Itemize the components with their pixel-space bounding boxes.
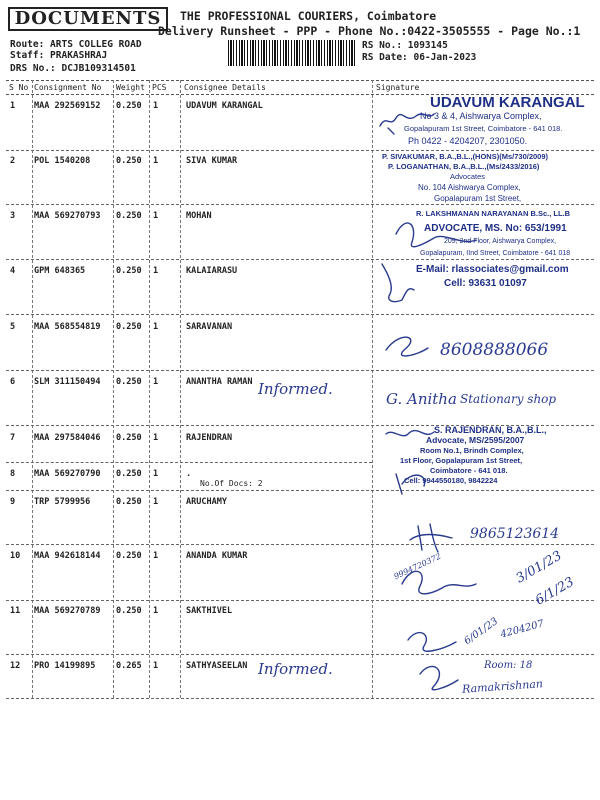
- handwritten-informed: Informed.: [258, 660, 333, 678]
- signature-mark: [382, 264, 414, 302]
- handwritten-room: Room: 18: [484, 660, 533, 671]
- row-sno: 11: [10, 606, 21, 616]
- row-weight: 0.250: [116, 433, 142, 443]
- rs-date: RS Date: 06-Jan-2023: [362, 52, 477, 63]
- no-of-docs: No.Of Docs: 2: [200, 479, 263, 488]
- stamp-rajendran-line: Advocate, MS/2595/2007: [426, 435, 525, 445]
- row-consignment: POL 1540208: [34, 156, 91, 166]
- column-divider: [113, 80, 114, 698]
- signature-mark: [396, 474, 425, 494]
- stamp-mohan-line: R. LAKSHMANAN NARAYANAN B.Sc., LL.B: [416, 209, 571, 218]
- row-sno: 6: [10, 377, 16, 387]
- row-weight: 0.265: [116, 661, 142, 671]
- row-sno: 7: [10, 433, 16, 443]
- row-consignment: MAA 292569152: [34, 101, 101, 111]
- row-consignee: .: [186, 469, 192, 479]
- stamp-kalai-cell: Cell: 93631 01097: [444, 278, 527, 289]
- col-consignee: Consignee Details: [184, 83, 266, 92]
- row-pcs: 1: [153, 661, 159, 671]
- handwritten-date: 6/01/23: [462, 615, 501, 648]
- runsheet-title: Delivery Runsheet - PPP - Phone No.:0422-3505555 - Page No.:1: [158, 24, 581, 38]
- handwritten-note: 4204207: [499, 618, 546, 641]
- rs-number: RS No.: 1093145: [362, 40, 448, 51]
- stamp-siva-line: No. 104 Aishwarya Complex,: [418, 183, 521, 192]
- staff-label: Staff: PRAKASHRAJ: [10, 50, 108, 61]
- row-pcs: 1: [153, 322, 159, 332]
- documents-logo: DOCUMENTS: [8, 7, 168, 31]
- row-sno: 10: [10, 551, 21, 561]
- row-weight: 0.250: [116, 322, 142, 332]
- handwritten-date: 3/01/23: [513, 548, 565, 587]
- stamp-rajendran-line: Cell: 9944550180, 9842224: [404, 476, 498, 485]
- company-name: THE PROFESSIONAL COURIERS, Coimbatore: [180, 9, 437, 23]
- drs-number: DRS No.: DCJB109314501: [10, 63, 136, 74]
- stamp-rajendran-line: 1st Floor, Gopalapuram 1st Street,: [400, 456, 523, 465]
- row-consignee: SIVA KUMAR: [186, 156, 238, 166]
- row-consignee: SAKTHIVEL: [186, 606, 233, 616]
- row-weight: 0.250: [116, 606, 142, 616]
- row-pcs: 1: [153, 469, 159, 479]
- row-consignment: MAA 569270790: [34, 469, 101, 479]
- row-sno: 9: [10, 497, 16, 507]
- row-weight: 0.250: [116, 551, 142, 561]
- route-label: Route: ARTS COLLEG ROAD: [10, 39, 142, 50]
- row-pcs: 1: [153, 156, 159, 166]
- header-divider-top: [6, 80, 594, 81]
- row-weight: 0.250: [116, 497, 142, 507]
- row-weight: 0.250: [116, 266, 142, 276]
- row-consignment: MAA 569270793: [34, 211, 101, 221]
- stamp-udavum-line: Ph 0422 - 4204207, 2301050.: [408, 136, 528, 146]
- signature-mark: [380, 114, 434, 126]
- row-sno: 1: [10, 101, 16, 111]
- stamp-siva-line: Gopalapuram 1st Street,: [434, 194, 522, 203]
- row-consignment: MAA 569270789: [34, 606, 101, 616]
- handwritten-date: 6/1/23: [533, 574, 577, 609]
- row-consignment: PRO 14199895: [34, 661, 96, 671]
- row-consignee: MOHAN: [186, 211, 212, 221]
- signature-mark: [402, 571, 476, 593]
- row-sno: 5: [10, 322, 16, 332]
- handwritten-informed: Informed.: [258, 380, 333, 398]
- stamp-kalai-email: E-Mail: rlassociates@gmail.com: [416, 264, 569, 275]
- row-pcs: 1: [153, 377, 159, 387]
- row-weight: 0.250: [116, 211, 142, 221]
- row-sno: 12: [10, 661, 21, 671]
- signature-mark: [386, 337, 428, 356]
- barcode: [228, 40, 356, 66]
- handwritten-name: Ramakrishnan: [461, 677, 544, 696]
- row-pcs: 1: [153, 266, 159, 276]
- stamp-mohan-line: ADVOCATE, MS. No: 653/1991: [424, 223, 567, 234]
- row-sno: 4: [10, 266, 16, 276]
- row-consignment: SLM 311150494: [34, 377, 101, 387]
- row-pcs: 1: [153, 433, 159, 443]
- stamp-udavum-line: Gopalapuram 1st Street, Coimbatore - 641 018.: [404, 124, 563, 133]
- signature-mark: [386, 431, 434, 436]
- row-consignee: UDAVUM KARANGAL: [186, 101, 263, 111]
- row-consignee: RAJENDRAN: [186, 433, 233, 443]
- stamp-mohan-line: 209, 2nd Floor, Aishwarya Complex,: [444, 238, 557, 245]
- col-pcs: PCS: [152, 83, 167, 92]
- signature-scribbles: [372, 94, 594, 700]
- row-pcs: 1: [153, 497, 159, 507]
- stamp-siva-line: P. SIVAKUMAR, B.A.,B.L.,(HONS)(Ms/730/2009): [382, 152, 549, 161]
- row-consignee: ANANTHA RAMAN: [186, 377, 253, 387]
- row-consignment: MAA 568554819: [34, 322, 101, 332]
- handwritten-phone: 9865123614: [470, 526, 560, 542]
- row-consignment: MAA 297584046: [34, 433, 101, 443]
- row-consignee: SATHYASEELAN: [186, 661, 248, 671]
- handwritten-name: G. Anitha: [386, 390, 457, 408]
- handwritten-note: Stationary shop: [460, 392, 557, 406]
- row-consignee: SARAVANAN: [186, 322, 233, 332]
- col-signature: Signature: [376, 83, 420, 92]
- row-sno: 8: [10, 469, 16, 479]
- row-consignment: TRP 5799956: [34, 497, 91, 507]
- row-weight: 0.250: [116, 377, 142, 387]
- row-pcs: 1: [153, 551, 159, 561]
- stamp-siva-line: P. LOGANATHAN, B.A.,B.L.,(Ms/2433/2016): [388, 162, 540, 171]
- stamp-rajendran-line: Room No.1, Brindh Complex,: [420, 446, 524, 455]
- stamp-udavum-title: UDAVUM KARANGAL: [430, 94, 585, 111]
- row-consignment: MAA 942618144: [34, 551, 101, 561]
- stamp-rajendran-line: Coimbatore - 641 018.: [430, 466, 508, 475]
- row-pcs: 1: [153, 101, 159, 111]
- row-sno: 2: [10, 156, 16, 166]
- signature-mark: [396, 223, 476, 247]
- column-divider: [180, 80, 181, 698]
- row-pcs: 1: [153, 606, 159, 616]
- row-consignee: ANANDA KUMAR: [186, 551, 248, 561]
- signature-mark: [408, 633, 456, 652]
- column-divider: [32, 80, 33, 698]
- col-weight: Weight: [116, 83, 145, 92]
- row-consignment: GPM 648365: [34, 266, 86, 276]
- col-consignment: Consignment No: [34, 83, 102, 92]
- row-weight: 0.250: [116, 101, 142, 111]
- row-consignee: ARUCHAMY: [186, 497, 227, 507]
- row-weight: 0.250: [116, 156, 142, 166]
- signature-mark: [388, 128, 394, 134]
- row-weight: 0.250: [116, 469, 142, 479]
- handwritten-phone: 8608888066: [440, 340, 549, 360]
- stamp-rajendran-line: S. RAJENDRAN, B.A.,B.L.,: [434, 425, 547, 435]
- row-sno: 3: [10, 211, 16, 221]
- row-consignee: KALAIARASU: [186, 266, 238, 276]
- stamp-mohan-line: Gopalapuram, IInd Street, Coimbatore - 641 018: [420, 250, 571, 257]
- stamp-siva-line: Advocates: [450, 172, 486, 181]
- row-divider: [6, 462, 372, 463]
- column-divider: [149, 80, 150, 698]
- stamp-udavum-line: No 3 & 4, Aishwarya Complex,: [420, 111, 542, 121]
- col-sno: S No: [9, 83, 29, 92]
- row-pcs: 1: [153, 211, 159, 221]
- signature-mark: [420, 666, 458, 689]
- handwritten-note: 9994720372: [392, 551, 443, 582]
- signature-mark: [410, 524, 452, 552]
